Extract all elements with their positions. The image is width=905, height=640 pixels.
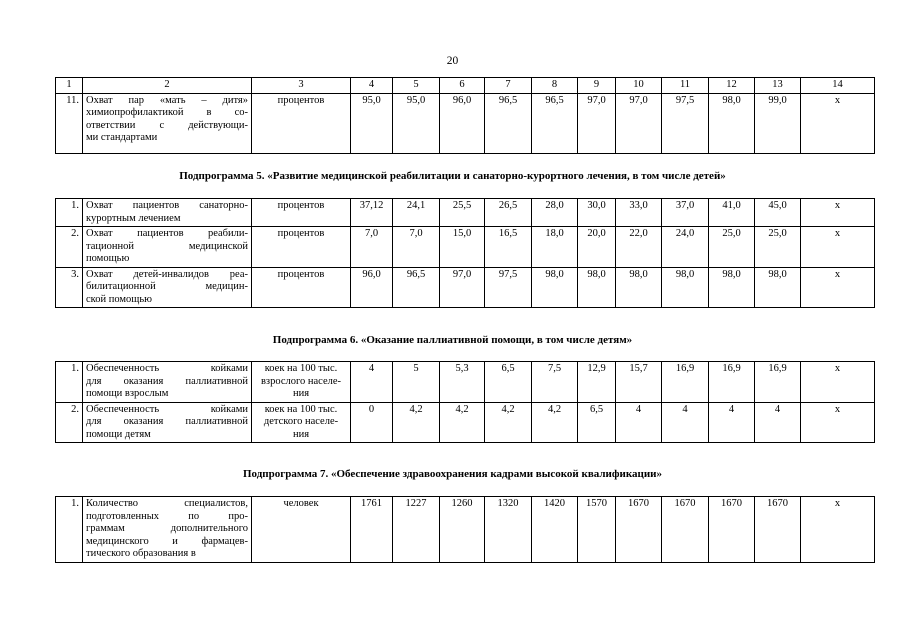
value-cell: 15,7 [616,362,662,403]
value-cell: 99,0 [755,93,801,153]
cell-line: коек на 100 тыс. [264,403,338,415]
cell-line: ской помощью [86,293,153,305]
column-number: 12 [709,78,755,94]
page-number: 20 [446,55,459,67]
value-cell: 16,9 [709,362,755,403]
value-cell: 33,0 [616,199,662,227]
value-cell: 96,5 [532,93,578,153]
table-row [56,497,875,563]
value-cell: 4 [709,402,755,443]
indicators-table-continued [55,77,875,154]
cell-line: тического образования в [86,548,196,559]
table-row [56,402,875,443]
cell-line: Обеспеченность койками [86,363,248,374]
value-cell: 6,5 [485,362,532,403]
value-cell: 96,0 [351,267,393,308]
indicator-name [83,93,252,153]
cell-line: процентов [277,228,325,239]
cell-line: подготовленных по про- [86,510,248,522]
value-cell: 1670 [662,497,709,563]
cell-line: процентов [277,268,325,280]
value-cell: 7,0 [393,227,440,268]
indicator-name [83,227,252,268]
cell-line: медицинского и фармацев- [86,535,248,547]
row-number: 1. [56,199,83,227]
cell-line: ми стандартами [86,132,158,143]
value-cell: 97,0 [616,93,662,153]
last-cell: х [801,93,875,153]
table-row [56,362,875,403]
value-cell: 1260 [440,497,485,563]
table-row [56,93,875,153]
value-cell: 98,0 [709,267,755,308]
indicator-name [83,497,252,563]
unit [252,402,351,443]
value-cell: 96,5 [393,267,440,308]
value-cell: 98,0 [755,267,801,308]
value-cell: 1670 [709,497,755,563]
row-number: 11. [56,93,83,153]
value-cell: 41,0 [709,199,755,227]
unit: процентов [252,93,351,153]
column-number: 14 [801,78,875,94]
cell-line: граммам дополнительного [86,523,248,534]
value-cell: 4 [662,402,709,443]
value-cell: 25,0 [709,227,755,268]
subprogram-7-heading: Подпрограмма 7. «Обеспечение здравоохранения кадрами высокой квалификации» [242,468,663,480]
last-cell: х [801,267,875,308]
cell-line: помощи взрослым [86,388,169,399]
last-cell: х [801,362,875,403]
value-cell: 26,5 [485,199,532,227]
unit [252,267,351,308]
value-cell: 16,5 [485,227,532,268]
value-cell: 6,5 [578,402,616,443]
cell-line: процентов [277,200,325,211]
value-cell: 45,0 [755,199,801,227]
value-cell: 4 [755,402,801,443]
cell-line: курортным лечением [86,212,181,224]
value-cell: 95,0 [393,93,440,153]
value-cell: 4 [351,362,393,403]
cell-line: ответствии с действующи- [86,119,248,131]
column-number: 7 [485,78,532,94]
value-cell: 24,0 [662,227,709,268]
cell-line: химиопрофилактикой в со- [86,107,248,118]
subprogram-6-heading: Подпрограмма 6. «Оказание паллиативной помощи, в том числе детям» [272,334,633,346]
last-cell: х [801,402,875,443]
cell-line: Количество специалистов, [86,498,248,509]
last-cell: х [801,227,875,268]
cell-line: Охват пар «мать – дитя» [86,94,248,106]
value-cell: 18,0 [532,227,578,268]
value-cell: 97,0 [440,267,485,308]
column-number: 10 [616,78,662,94]
column-number: 3 [252,78,351,94]
value-cell: 4,2 [532,402,578,443]
value-cell: 12,9 [578,362,616,403]
column-number: 1 [56,78,83,94]
value-cell: 16,9 [755,362,801,403]
value-cell: 37,0 [662,199,709,227]
row-number: 1. [56,362,83,403]
value-cell: 4 [616,402,662,443]
value-cell: 1320 [485,497,532,563]
unit [252,227,351,268]
cell-line: Обеспеченность койками [86,403,248,415]
cell-line: тационной медицинской [86,240,248,252]
indicator-name [83,267,252,308]
table-row [56,267,875,308]
value-cell: 28,0 [532,199,578,227]
subprogram-5-heading: Подпрограмма 5. «Развитие медицинской реабилитации и санаторно-курортного лечения, в том числе детей» [179,170,726,182]
cell-line: для оказания паллиативной [86,416,248,427]
value-cell: 15,0 [440,227,485,268]
value-cell: 1670 [616,497,662,563]
column-number: 6 [440,78,485,94]
value-cell: 1670 [755,497,801,563]
value-cell: 96,0 [440,93,485,153]
value-cell: 25,5 [440,199,485,227]
value-cell: 25,0 [755,227,801,268]
column-number: 4 [351,78,393,94]
cell-line: человек [283,498,319,509]
indicator-name [83,362,252,403]
value-cell: 20,0 [578,227,616,268]
cell-line: коек на 100 тыс. [264,363,338,374]
value-cell: 22,0 [616,227,662,268]
cell-line: взрослого населе- [260,375,342,387]
value-cell: 98,0 [709,93,755,153]
value-cell: 97,0 [578,93,616,153]
value-cell: 4,2 [440,402,485,443]
value-cell: 97,5 [485,267,532,308]
value-cell: 98,0 [578,267,616,308]
column-number: 5 [393,78,440,94]
value-cell: 24,1 [393,199,440,227]
value-cell: 1761 [351,497,393,563]
value-cell: 16,9 [662,362,709,403]
value-cell: 30,0 [578,199,616,227]
indicator-name [83,199,252,227]
row-number: 2. [56,402,83,443]
unit [252,497,351,563]
value-cell: 98,0 [616,267,662,308]
value-cell: 1570 [578,497,616,563]
column-number: 8 [532,78,578,94]
value-cell: 0 [351,402,393,443]
subprogram-7-table [55,496,875,563]
row-number: 1. [56,497,83,563]
value-cell: 97,5 [662,93,709,153]
column-number: 13 [755,78,801,94]
unit [252,362,351,403]
cell-line: помощью [86,253,130,264]
row-number: 3. [56,267,83,308]
value-cell: 5,3 [440,362,485,403]
cell-line: ния [292,388,310,399]
column-number-row [56,78,875,94]
cell-line: Охват детей-инвалидов реа- [86,268,248,280]
subprogram-6-table [55,361,875,443]
indicator-name [83,402,252,443]
cell-line: для оказания паллиативной [86,375,248,387]
value-cell: 4,2 [393,402,440,443]
value-cell: 7,5 [532,362,578,403]
table-row [56,199,875,227]
cell-line: Охват пациентов реабили- [86,228,248,239]
value-cell: 98,0 [662,267,709,308]
value-cell: 4,2 [485,402,532,443]
row-number: 2. [56,227,83,268]
value-cell: 5 [393,362,440,403]
cell-line: ния [292,428,310,440]
value-cell: 1420 [532,497,578,563]
cell-line: детского населе- [263,416,339,427]
last-cell: х [801,497,875,563]
value-cell: 1227 [393,497,440,563]
cell-line: Охват пациентов санаторно- [86,200,248,211]
unit [252,199,351,227]
cell-line: помощи детям [86,428,151,440]
last-cell: х [801,199,875,227]
column-number: 9 [578,78,616,94]
column-number: 2 [83,78,252,94]
table-row [56,227,875,268]
value-cell: 96,5 [485,93,532,153]
column-number: 11 [662,78,709,94]
value-cell: 98,0 [532,267,578,308]
value-cell: 95,0 [351,93,393,153]
subprogram-5-table [55,198,875,308]
value-cell: 7,0 [351,227,393,268]
cell-line: билитационной медицин- [86,281,248,292]
value-cell: 37,12 [351,199,393,227]
